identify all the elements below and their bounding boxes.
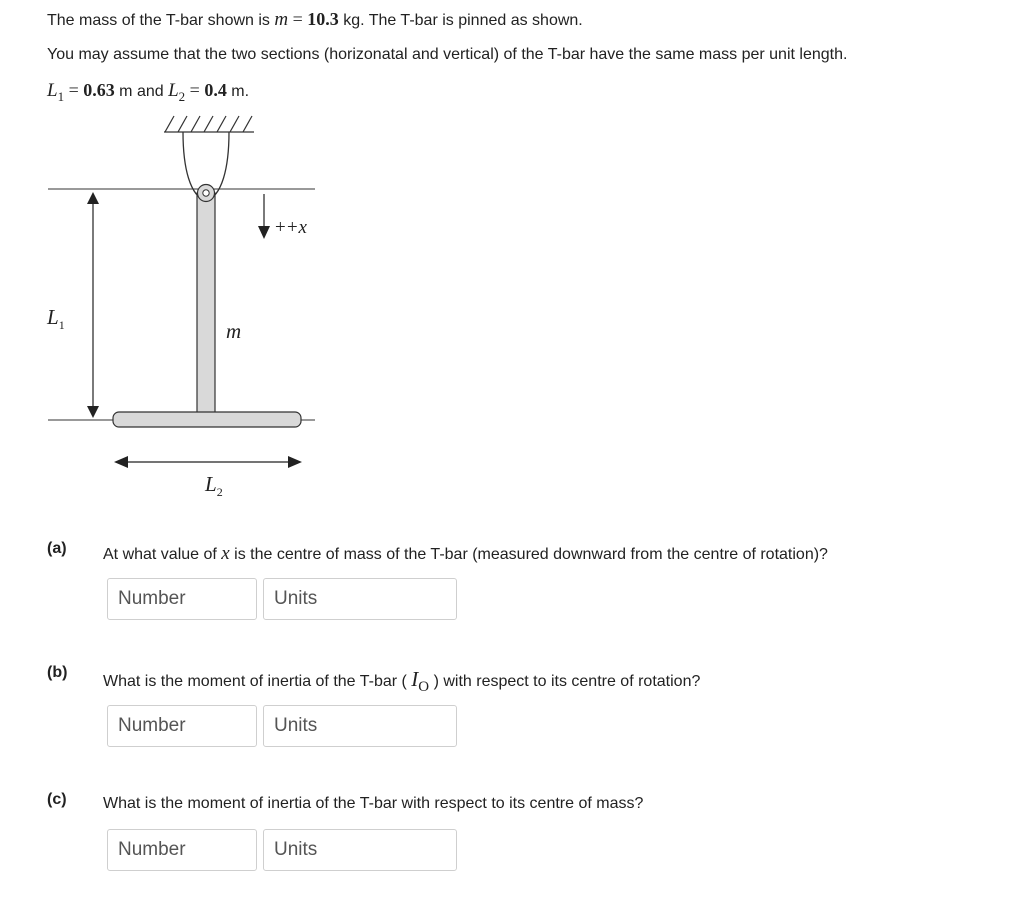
problem-statement-assumption: You may assume that the two sections (horizonatal and vertical) of the T-bar have the same mass per unit length. [47,46,848,63]
question-a-text: At what value of x is the centre of mass of the T-bar (measured downward from the centre of rotation)? [103,543,828,564]
answer-c-number-input[interactable] [107,829,257,871]
answer-a-units-input[interactable] [263,578,457,620]
question-c-text: What is the moment of inertia of the T-bar with respect to its centre of mass? [103,795,644,812]
problem-statement-lengths: $L_1 = 0.63$ m and $L_2 = 0.4$ m. [47,80,250,104]
part-c-label: (c) [47,791,67,808]
mass-label: m [226,319,242,343]
x-symbol: x [221,543,230,564]
vertical-bar [197,193,215,414]
part-a-label: (a) [47,540,67,557]
L2-subscript: 2 [178,89,186,104]
part-b-label: (b) [47,664,68,681]
equals-sign: = [288,9,308,29]
answer-c-units-input[interactable] [263,829,457,871]
mass-value: 10.3 [307,9,339,29]
L1-label: $L_1$ [47,305,65,332]
L2-label: $L_2$ [205,472,223,499]
x-axis-label: ++x [275,217,307,238]
answer-a-number-input[interactable] [107,578,257,620]
question-b-text: What is the moment of inertia of the T-bar ( $I_O$ ) with respect to its centre of rotation? [103,667,701,695]
ceiling-hatch [165,116,252,132]
L2-value: 0.4 [204,80,227,100]
answer-b-units-input[interactable] [263,705,457,747]
pin-center [203,190,209,196]
L1-symbol: L [47,80,58,101]
problem-statement-mass [47,9,583,31]
answer-b-number-input[interactable] [107,705,257,747]
intro-text: The mass of the T-bar shown is [47,12,275,29]
L1-value: 0.63 [83,80,115,100]
L1-unit: m and [114,83,169,100]
L2-symbol: L [168,80,179,101]
intro-text-post: . The T-bar is pinned as shown. [360,12,583,29]
mass-symbol: m [274,9,289,30]
L1-subscript: 1 [57,89,65,104]
moment-of-inertia-symbol: $I_O$ [411,667,430,695]
horizontal-bar [113,412,301,427]
L2-unit: m. [226,83,250,100]
mass-unit: kg [338,12,361,29]
t-bar-diagram [40,108,330,503]
